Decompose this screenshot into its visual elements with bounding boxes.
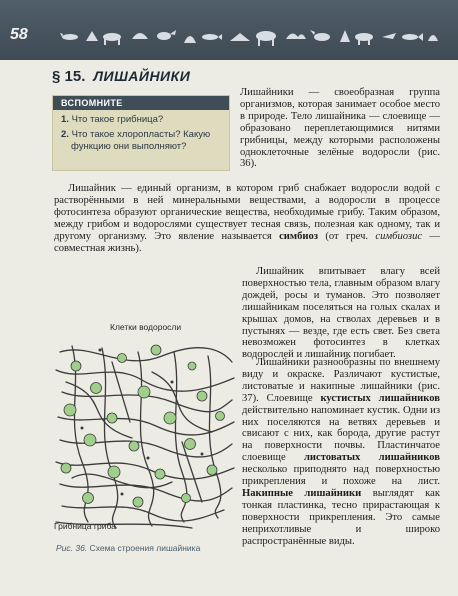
remember-heading: ВСПОМНИТЕ	[53, 96, 229, 110]
figure-label-algae: Клетки водоросли	[110, 322, 182, 332]
paragraph-lichen-types: Лишайники разнообразны по внешнему виду и окраске. Различают кустистые, листоватые и накипные лишайники (рис. 37). Слоевище кустистых лишайников действительно напоминает кустик. Одни из них поселяются на ветвях деревьев и свисают с них, как борода, другие растут на поверхности почвы. Пластинчатое слоевище листоватых лишайников несколько приподнято над поверхностью прикрепления и похоже на лист. Накипные лишайники выглядят как тонкая пластинка, тесно прирастающая к поверхности прикрепления. Это самые неприхотливые и широко распространённые виды.	[242, 357, 440, 547]
section-number: § 15.	[52, 68, 86, 85]
term-symbiosis: симбиоз	[279, 230, 319, 242]
remember-item: 1. Что такое грибница?	[61, 114, 164, 125]
paragraph-symbiosis: Лишайник — единый организм, в котором гриб снабжает водоросли водой с растворёнными в ней минеральными веществами, а водоросли в процессе фотосинтеза образуют органические вещества, необходимые грибу. Таким образом, между грибом и водорослями существует тесная связь, полезная как одному, так и другому организму. Это явление называется симбиоз (от греч. симбиозис — совместная жизнь).	[54, 183, 440, 254]
section-heading	[52, 68, 190, 86]
remember-box	[52, 95, 230, 171]
page-number: 58	[10, 26, 28, 43]
term-foliose: листоватых лишайников	[303, 452, 440, 464]
lichen-structure-figure	[52, 322, 237, 540]
term-crustose: Накипные лишайники	[242, 487, 362, 499]
section-title: ЛИШАЙНИКИ	[93, 68, 191, 84]
header-bar	[0, 0, 458, 60]
animal-silhouettes-decoration	[60, 25, 440, 47]
term-fruticose: кустистых лишайников	[320, 392, 440, 404]
figure-caption: Рис. 36. Схема строения лишайника	[56, 543, 201, 553]
paragraph-intro: Лишайники — своеобразная группа организмов, которая занимает особое место в природе. Тело лишайника — слоевище — образовано переплетающимися нитями грибницы, между которыми расположены одноклеточные зелёные водоросли (рис. 36).	[240, 87, 440, 170]
figure-label-mycelium: Грибница гриба	[54, 521, 116, 531]
remember-list	[53, 110, 229, 153]
remember-item: 2. Что такое хлоропласты? Какую функцию они выполняют?	[61, 129, 211, 152]
paragraph-moisture: Лишайник впитывает влагу всей поверхностью тела, главным образом влагу дождей, росы и туманов. Это позволяет лишайникам поселяться на голых скалах и крышах домов, на стволах деревьев и в пустынях — везде, где есть свет. Без света невозможен фотосинтез в клетках водорослей и лишайник погибает.	[54, 266, 440, 552]
